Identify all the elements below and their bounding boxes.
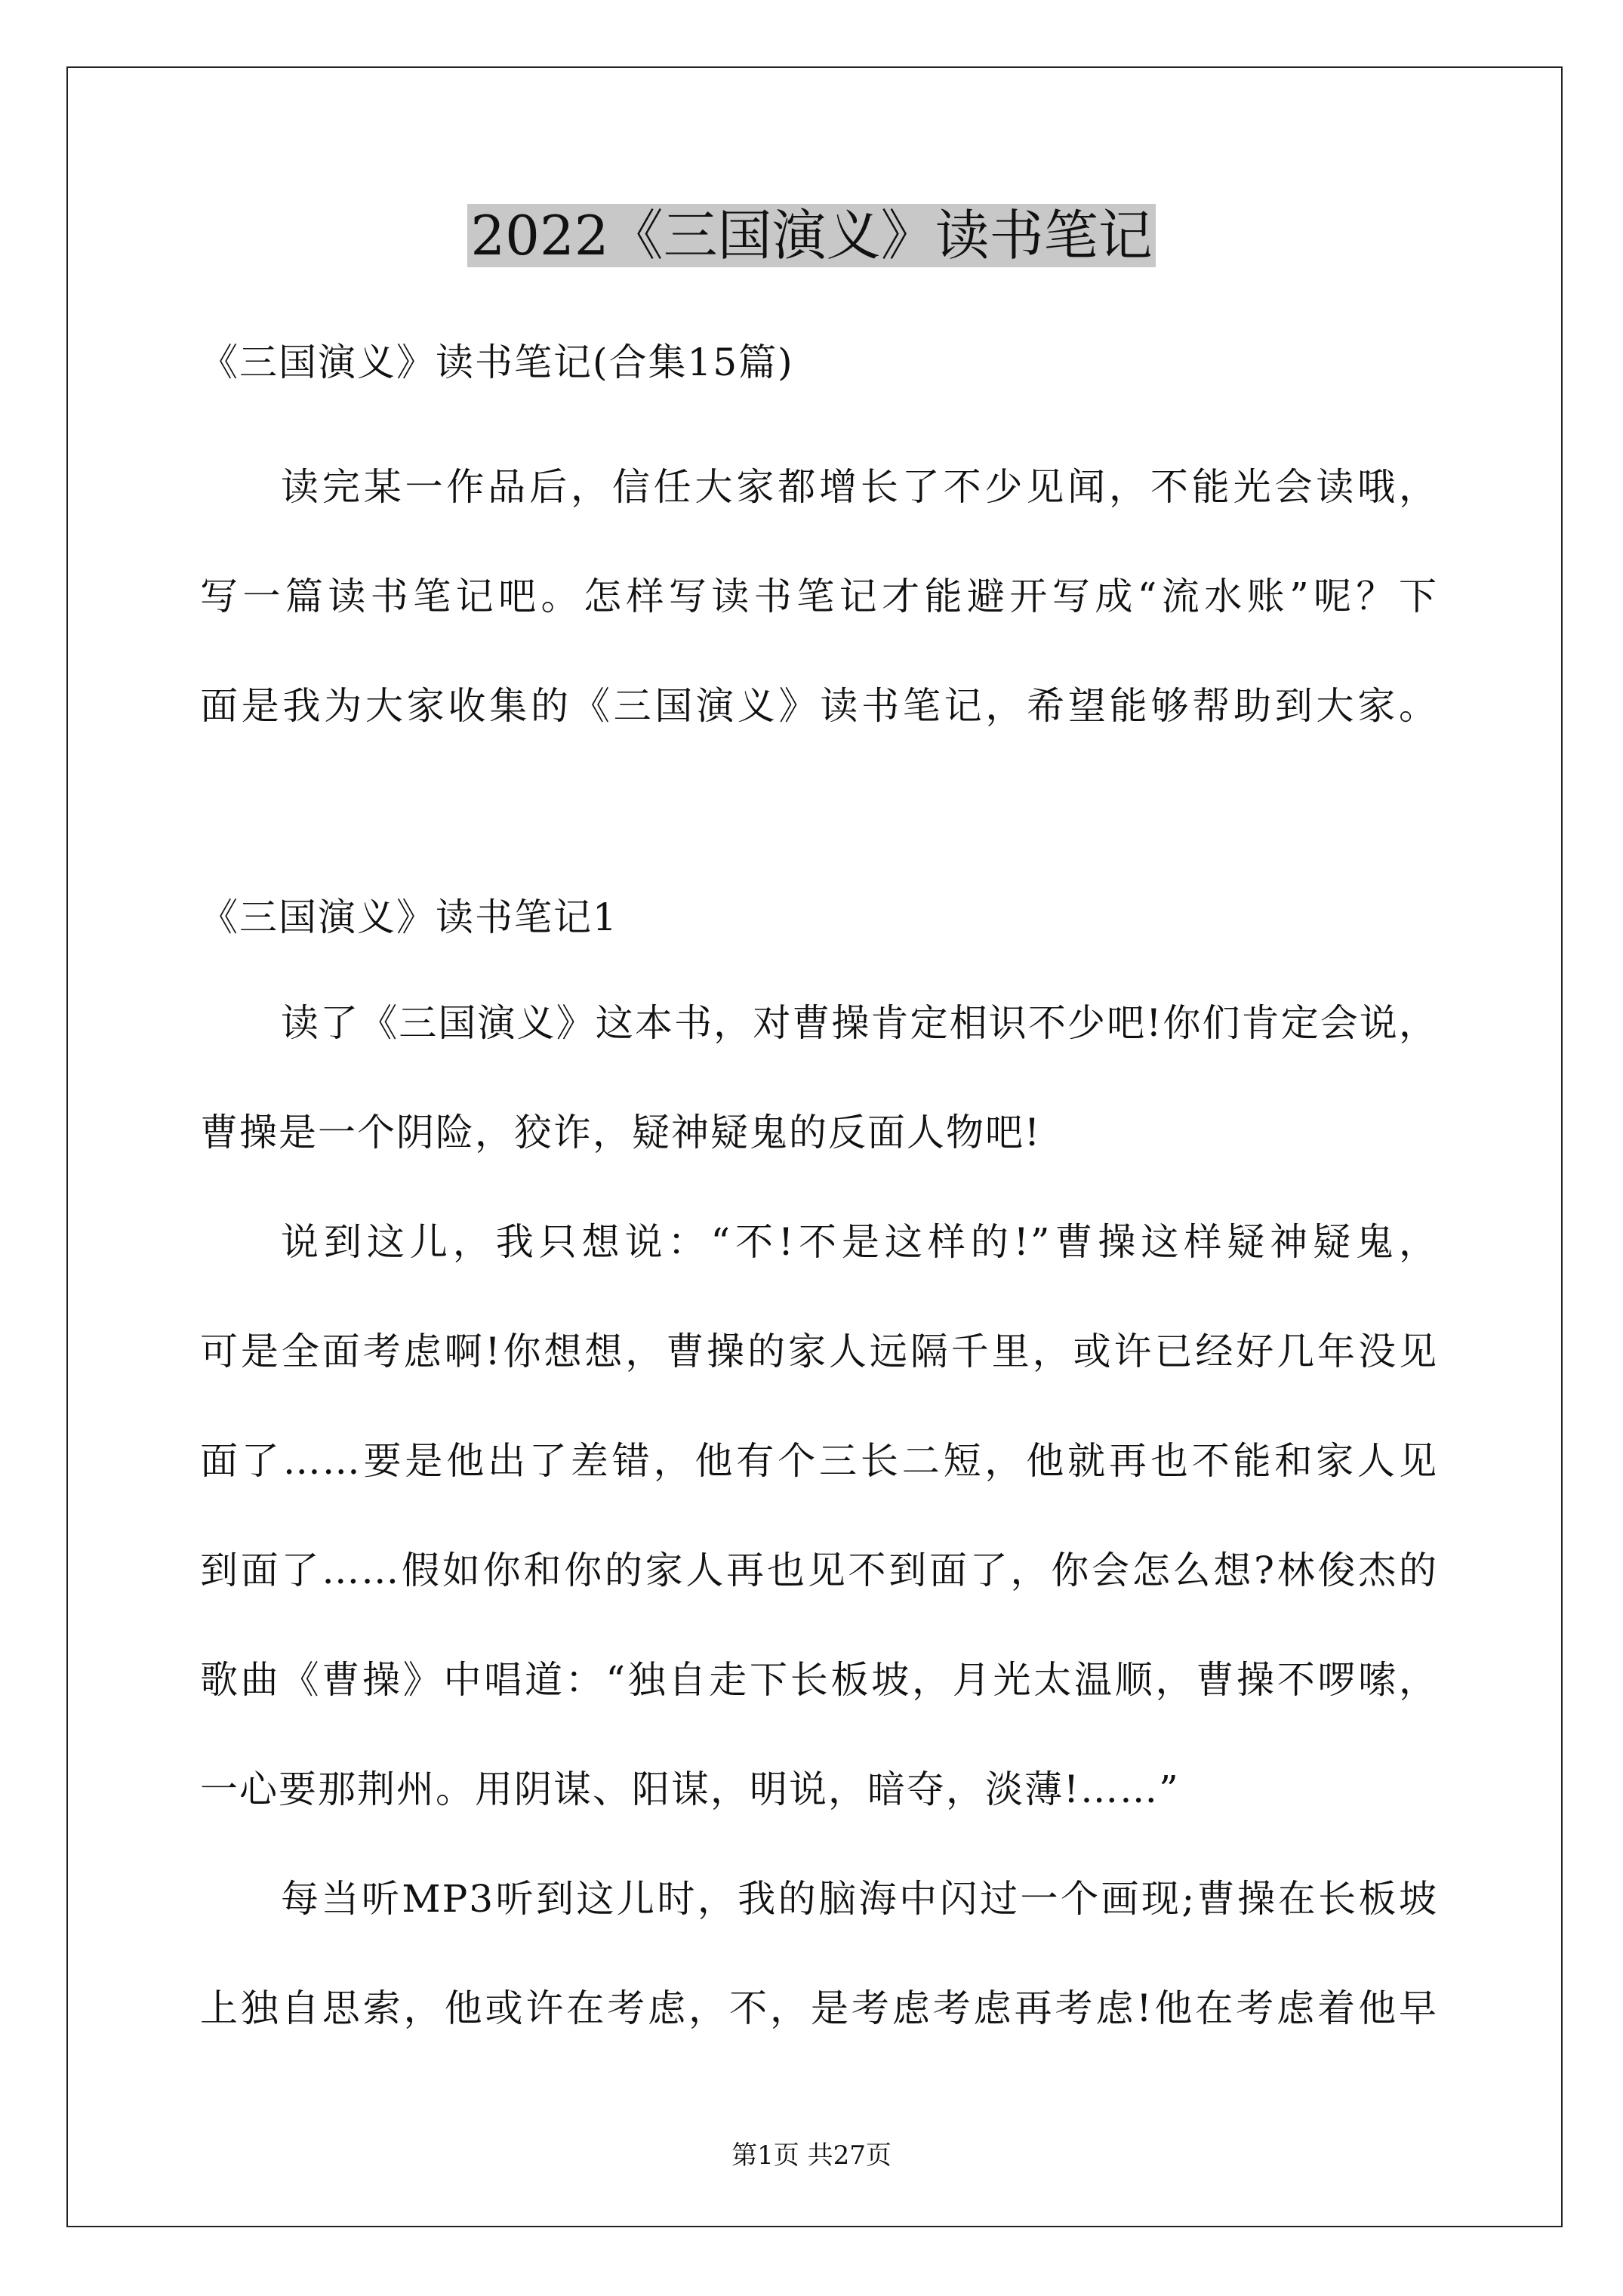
- para3-line-2: 上独自思索，他或许在考虑，不，是考虑考虑再考虑!他在考虑着他早: [200, 1986, 1438, 2030]
- para3-line-1: 每当听MP3听到这儿时，我的脑海中闪过一个画现;曹操在长板坡: [281, 1877, 1438, 1921]
- section-heading: 《三国演义》读书笔记1: [200, 895, 618, 939]
- intro-line-3: 面是我为大家收集的《三国演义》读书笔记，希望能够帮助到大家。: [200, 684, 1438, 728]
- para2-line-1: 说到这儿，我只想说：“不!不是这样的!”曹操这样疑神疑鬼，: [281, 1220, 1438, 1264]
- para2-line-2: 可是全面考虑啊!你想想，曹操的家人远隔千里，或许已经好几年没见: [200, 1330, 1438, 1373]
- para2-line-5: 歌曲《曹操》中唱道：“独自走下长板坡，月光太温顺，曹操不啰嗦，: [200, 1658, 1438, 1702]
- document-title: [0, 198, 1623, 273]
- para1-line-1: 读了《三国演义》这本书，对曹操肯定相识不少吧!你们肯定会说，: [281, 1001, 1438, 1045]
- para1-line-2: 曹操是一个阴险，狡诈，疑神疑鬼的反面人物吧!: [200, 1111, 1042, 1154]
- para2-line-4: 到面了……假如你和你的家人再也见不到面了，你会怎么想?林俊杰的: [200, 1549, 1438, 1592]
- page-number-footer: 第1页 共27页: [731, 2140, 892, 2171]
- intro-line-2: 写一篇读书笔记吧。怎样写读书笔记才能避开写成“流水账”呢？下: [200, 575, 1438, 618]
- para2-line-6: 一心要那荆州。用阴谋、阳谋，明说，暗夺，淡薄!……”: [200, 1767, 1180, 1811]
- para2-line-3: 面了……要是他出了差错，他有个三长二短，他就再也不能和家人见: [200, 1439, 1438, 1483]
- intro-line-1: 读完某一作品后，信任大家都增长了不少见闻，不能光会读哦，: [281, 465, 1438, 509]
- document-subtitle: 《三国演义》读书笔记(合集15篇): [200, 341, 794, 384]
- document-title-text: 2022《三国演义》读书笔记: [467, 204, 1155, 267]
